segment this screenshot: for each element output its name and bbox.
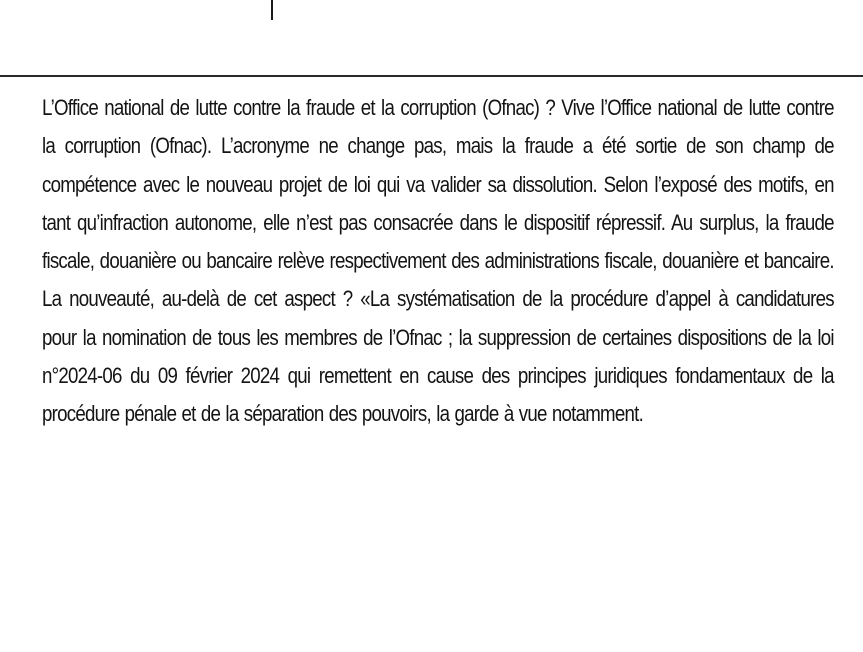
article-paragraph: L’Office national de lutte contre la fraude et la corruption (Ofnac) ? Vive l’Office national de lutte contre la corruption (Ofnac). L’acronyme ne change pas, mais la fraude a été sortie de son champ de compétence avec le nouveau projet de loi qui va valider sa dissolution. Selon l’exposé des motifs, en tant qu’infraction autonome, elle n’est pas consacrée dans le dispositif répressif. Au surplus, la fraude fiscale, douanière ou bancaire relève respectivement des administrations fiscale, douanière et bancaire. La nouveauté, au-delà de cet aspect ? «La systématisation de la procédure d’appel à candidatures pour la nomination de tous les membres de l’Ofnac ; la suppression de certaines dispositions de la loi n°2024-06 du 09 février 2024 qui remettent en cause des principes juridiques fondamentaux de la procédure pénale et de la séparation des pouvoirs, la garde à vue notamment. [42,95,834,427]
section-divider [0,75,863,77]
column-marker [271,0,273,20]
